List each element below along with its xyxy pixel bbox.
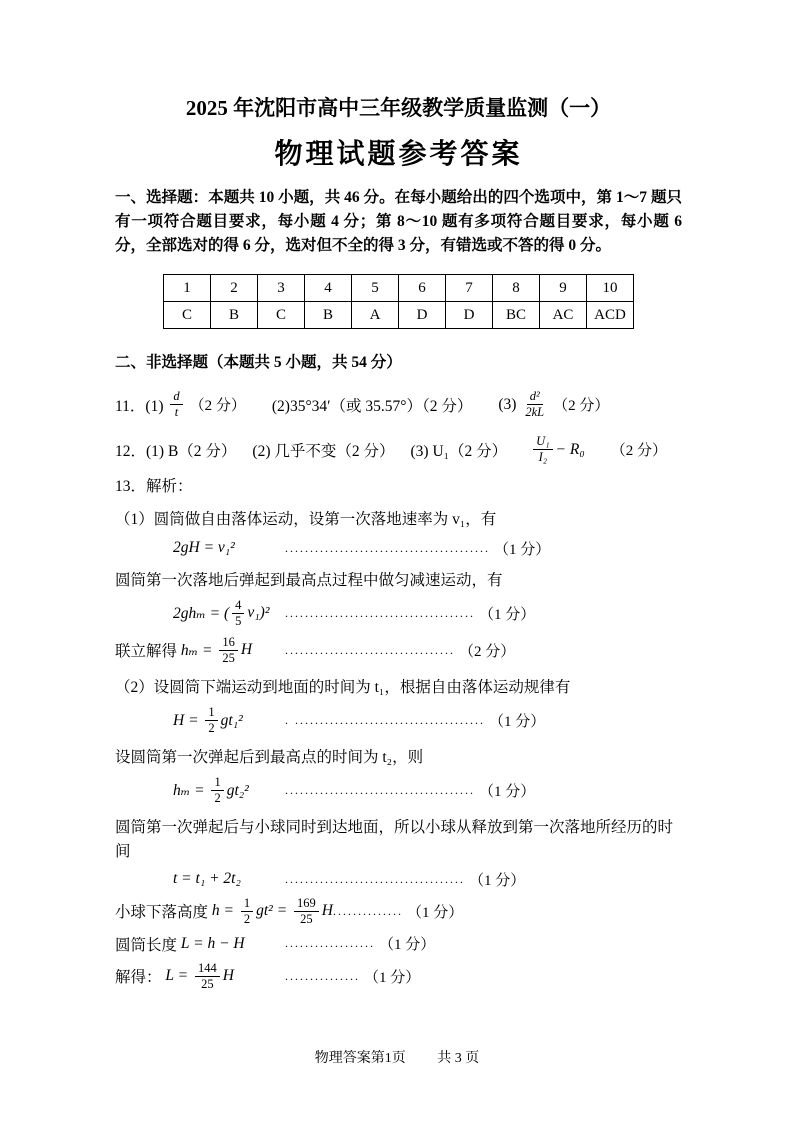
answer-cell: ACD: [587, 302, 634, 329]
table-header-row: [164, 275, 634, 302]
q12-formula-tail: − R₀: [555, 440, 585, 458]
score-mark: （1 分）: [479, 606, 536, 623]
formula-2gH: 2gH = v₁²: [173, 539, 235, 557]
q13-result-hm: 联立解得 hₘ = $\frac{16}{25}$ H .................................. （2 分）: [115, 634, 516, 665]
answer-cell: B: [211, 302, 258, 329]
formula-v1-squared: v₁)²: [247, 604, 270, 622]
q12-part-1: 12．(1) B（2 分）: [115, 442, 237, 460]
answer-cell: D: [446, 302, 493, 329]
answer-cell: D: [399, 302, 446, 329]
formula-2ghm: 2ghₘ = (: [173, 604, 230, 622]
score-mark: （1 分）: [406, 904, 464, 921]
question-number-cell: 3: [258, 275, 305, 302]
question-13-heading: 13．解析：: [115, 478, 193, 496]
footer-total-pages: 共 3 页: [437, 1051, 480, 1066]
score-mark: （1 分）: [364, 969, 421, 986]
q13-l3-text: 联立解得: [115, 643, 181, 661]
q13-text-6: 圆筒第一次弹起后与小球同时到达地面，所以小球从释放到第一次落地所经历的时间: [115, 819, 674, 860]
question-number-cell: 8: [493, 275, 540, 302]
answer-cell: C: [258, 302, 305, 329]
fraction-1-over-2: $\frac{1}{2}$: [211, 775, 223, 806]
footer-page-label: 物理答案第1页: [314, 1051, 406, 1066]
answer-cell: B: [305, 302, 352, 329]
question-number-cell: 9: [540, 275, 587, 302]
page-footer: [0, 1047, 794, 1067]
q13-formula-4: hₘ = $\frac{1}{2}$ gt₂² ...................................... （1 分）: [173, 775, 536, 806]
fraction-1-over-2: $\frac{1}{2}$: [241, 896, 253, 927]
question-number-cell: 1: [164, 275, 211, 302]
fraction-4-over-5: $\frac{4}{5}$: [232, 598, 244, 629]
dot-leader: .........................................: [285, 540, 490, 555]
q13-drop-height-line: 小球下落高度 h = $\frac{1}{2}$ gt² = $\frac{169}{25}$ H .............. （1 分）: [115, 895, 464, 926]
answer-cell: A: [352, 302, 399, 329]
q11-part-2: (2)35°34′（或 35.57°）（2 分）: [271, 397, 473, 415]
question-number-cell: 7: [446, 275, 493, 302]
answer-cell: C: [164, 302, 211, 329]
fraction-16-over-25: $\frac{16}{25}$: [219, 635, 238, 666]
question-number-cell: 10: [587, 275, 634, 302]
table-answer-row: [164, 302, 634, 329]
fraction-169-over-25: $\frac{169}{25}$: [294, 896, 319, 927]
question-number-cell: 2: [211, 275, 258, 302]
question-number-cell: 4: [305, 275, 352, 302]
dot-leader: ..................: [285, 936, 375, 951]
q11-number: 11．(1): [115, 397, 168, 415]
score-mark: （1 分）: [469, 872, 526, 889]
q12-part-3: (3) U₁（2 分）: [410, 442, 508, 460]
q13-final-result-line: 解得： L = $\frac{144}{25}$ H ............... （1 分）: [115, 960, 421, 991]
fraction-d-over-t: $\frac{d}{t}$: [170, 389, 182, 420]
fraction-U1-over-I2: $\frac{\text{U₁}}{\text{I₂}}$: [533, 434, 552, 465]
q13-formula-3: H = $\frac{1}{2}$ gt₁² . ...................................... （1 分）: [173, 705, 546, 736]
page-title: 2025 年沈阳市高中三年级教学质量监测（一）: [185, 96, 612, 120]
q13-formula-1: [173, 538, 682, 559]
question-11-line: [115, 389, 682, 420]
dot-leader: ....................................: [285, 871, 465, 886]
answer-cell: BC: [493, 302, 540, 329]
q13-cylinder-length-line: 圆筒长度 L = h − H .................. （1 分）: [115, 934, 436, 954]
score-mark: （1 分）: [494, 541, 551, 558]
q13-text-5: 设圆筒第一次弹起后到最高点的时间为 t₂，则: [115, 749, 424, 767]
answer-table: [163, 274, 634, 329]
q13-text-4: （2）设圆筒下端运动到地面的时间为 t₁，根据自由落体运动规律有: [115, 678, 571, 696]
score-mark: （2 分）: [459, 643, 516, 660]
fraction-1-over-2: $\frac{1}{2}$: [205, 705, 217, 736]
dot-leader: ......................................: [285, 605, 475, 620]
dot-leader: ...............: [285, 968, 360, 983]
q11-part-3-label: (3): [498, 395, 521, 413]
page-subtitle: 物理试题参考答案: [274, 139, 523, 170]
question-12-line: [115, 434, 682, 465]
q13-text-2: 圆筒第一次落地后弹起到最高点过程中做匀减速运动，有: [115, 571, 503, 589]
q13-formula-2: [173, 598, 682, 629]
dot-leader: . ......................................: [285, 713, 485, 728]
question-number-cell: 5: [352, 275, 399, 302]
score-mark: （1 分）: [479, 784, 536, 801]
dot-leader: ..............: [332, 903, 403, 918]
score-mark: （1 分）: [379, 937, 436, 954]
dot-leader: ..................................: [285, 642, 455, 657]
q11-score-1: （2 分）: [189, 398, 246, 415]
q12-part-2: (2) 几乎不变（2 分）: [252, 442, 395, 460]
score-mark: （1 分）: [489, 714, 546, 731]
q13-text-1: （1）圆筒做自由落体运动，设第一次落地速率为 v₁，有: [115, 511, 497, 529]
q13-formula-5: t = t₁ + 2t₂ .................................... （1 分）: [173, 870, 526, 889]
dot-leader: ......................................: [285, 783, 475, 798]
question-number-cell: 6: [399, 275, 446, 302]
fraction-144-over-25: $\frac{144}{25}$: [195, 961, 220, 992]
q12-score: （2 分）: [610, 443, 668, 460]
section1-heading: 一、选择题：本题共 10 小题，共 46 分。在每小题给出的四个选项中，第 1～7 题只有一项符合题目要求，每小题 4 分；第 8～10 题有多项符合题目要求，每小题 6 分，全部选对的得 6 分，选对但不全的得 3 分，有错选或不答的得 0 分。: [115, 189, 682, 255]
fraction-d2-over-2kL: $\frac{\text{d²}}{2kL}$: [525, 389, 545, 420]
answer-cell: AC: [540, 302, 587, 329]
q11-score-3: （2 分）: [553, 398, 610, 415]
section2-heading: 二、非选择题（本题共 5 小题，共 54 分）: [115, 354, 402, 372]
